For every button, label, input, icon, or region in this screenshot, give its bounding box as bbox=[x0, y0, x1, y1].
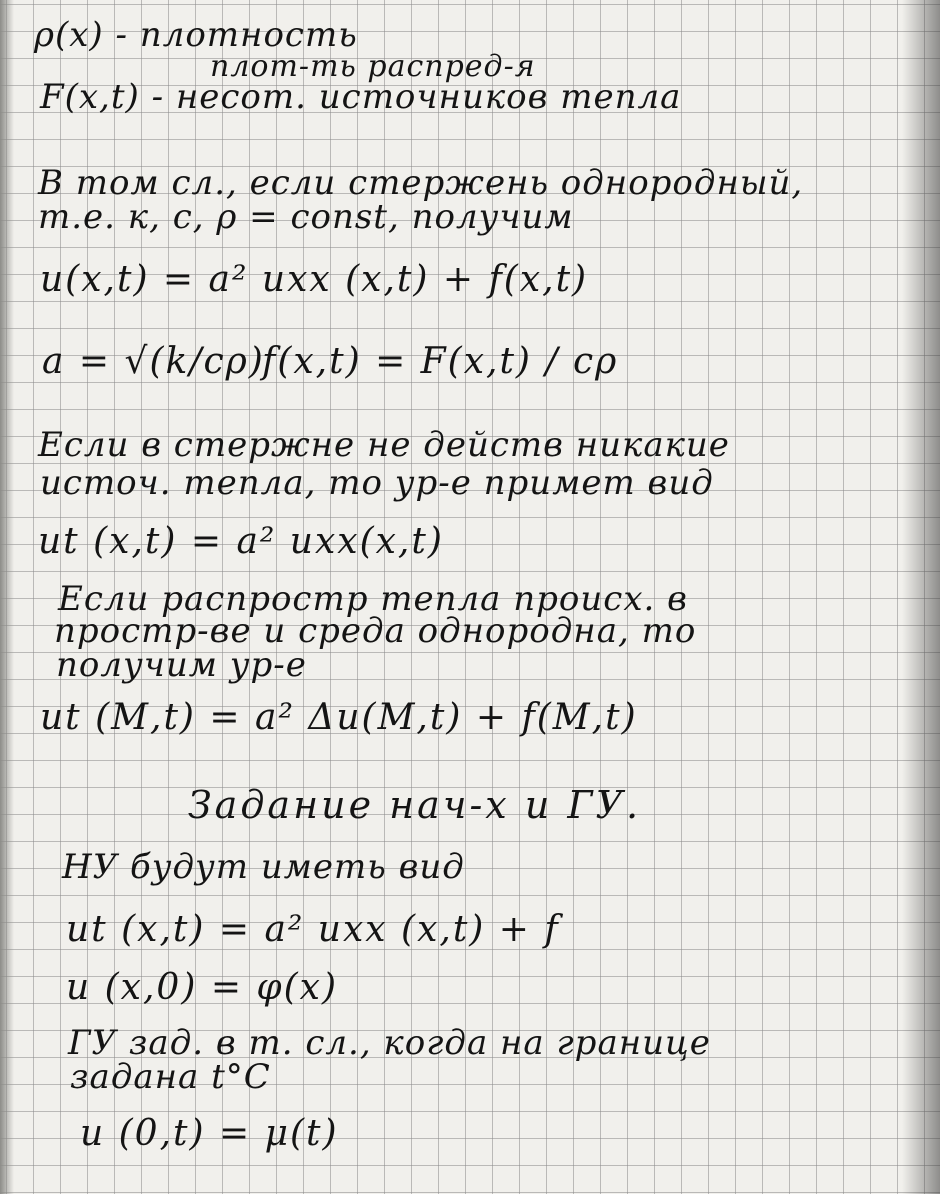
text-line: Если в стержне не действ никакие bbox=[38, 425, 730, 465]
section-heading: Задание нач-х и ГУ. bbox=[188, 783, 642, 827]
formula-line: a = √(k/cρ) bbox=[42, 341, 265, 382]
text-line: Если распростр тепла происх. в bbox=[58, 579, 688, 619]
text-line-annotation: плот-ть распред-я bbox=[210, 49, 536, 84]
text-line: В том сл., если стержень однородный, bbox=[38, 163, 804, 203]
text-line: получим ур-е bbox=[56, 645, 307, 685]
formula-line: ut (x,t) = a² uxx (x,t) + f bbox=[66, 909, 560, 950]
text-line: источ. тепла, то ур-е примет вид bbox=[40, 463, 714, 503]
text-line: задана t°C bbox=[70, 1057, 271, 1097]
formula-line: ut (M,t) = a² Δu(M,t) + f(M,t) bbox=[40, 697, 638, 738]
text-line: ρ(x) - плотность bbox=[34, 15, 358, 55]
formula-line: ut (x,t) = a² uxx(x,t) bbox=[38, 521, 444, 562]
text-line: простр-ве и среда однородна, то bbox=[54, 611, 697, 651]
formula-line: u (0,t) = μ(t) bbox=[80, 1113, 339, 1154]
formula-line: u(x,t) = a² uxx (x,t) + f(x,t) bbox=[40, 259, 589, 300]
text-line: ГУ зад. в т. сл., когда на границе bbox=[68, 1023, 711, 1063]
text-line: НУ будут иметь вид bbox=[62, 847, 465, 887]
formula-line: u (x,0) = φ(x) bbox=[66, 967, 339, 1008]
text-line: т.е. к, с, ρ = const, получим bbox=[38, 197, 574, 237]
formula-line: f(x,t) = F(x,t) / cρ bbox=[262, 341, 619, 382]
text-line: F(x,t) - несот. источников тепла bbox=[40, 77, 682, 117]
